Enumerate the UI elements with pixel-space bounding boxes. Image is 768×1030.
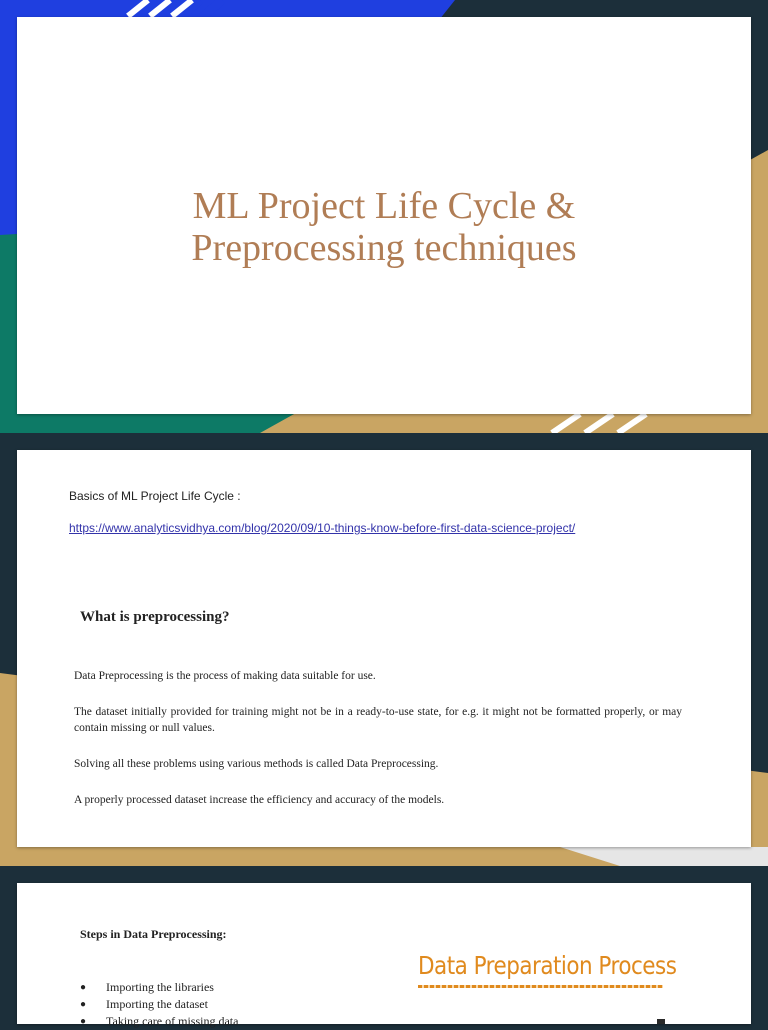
steps-heading: Steps in Data Preprocessing: (80, 927, 227, 941)
data-preparation-image-title: Data Preparation Process (418, 951, 677, 980)
step-label: Taking care of missing data (106, 1014, 239, 1028)
bullet-icon: ● (80, 1016, 87, 1027)
article-link[interactable]: https://www.analyticsvidhya.com/blog/2020/09/10-things-know-before-first-data-science-project/ (69, 521, 576, 535)
slide-title-line-1: ML Project Life Cycle & (192, 185, 576, 227)
slide-title (17, 185, 751, 269)
slide-title-line-2: Preprocessing techniques (191, 227, 577, 269)
steps-slide (17, 883, 751, 1028)
steps-list (80, 979, 238, 1030)
paragraph: A properly processed dataset increase the efficiency and accuracy of the models. (74, 794, 445, 806)
list-item (80, 1013, 238, 1030)
paragraph: Data Preprocessing is the process of making data suitable for use. (74, 670, 376, 682)
title-slide (17, 17, 751, 414)
basics-label: Basics of ML Project Life Cycle : (69, 489, 241, 503)
step-label: Importing the dataset (106, 997, 208, 1011)
bullet-icon: ● (80, 999, 87, 1010)
bullet-icon: ● (80, 982, 87, 993)
list-item (80, 996, 238, 1013)
preprocessing-slide (17, 450, 751, 847)
image-title-underline (418, 985, 663, 988)
list-item (80, 979, 238, 996)
step-label: Importing the libraries (106, 980, 214, 994)
paragraph: The dataset initially provided for training might not be in a ready-to-use state, for e.g. it might not be formatted properly, or may contain missing or null values. (74, 706, 682, 734)
paragraph: Solving all these problems using various methods is called Data Preprocessing. (74, 758, 439, 770)
image-fragment (657, 1019, 665, 1024)
preprocessing-heading: What is preprocessing? (80, 609, 230, 625)
